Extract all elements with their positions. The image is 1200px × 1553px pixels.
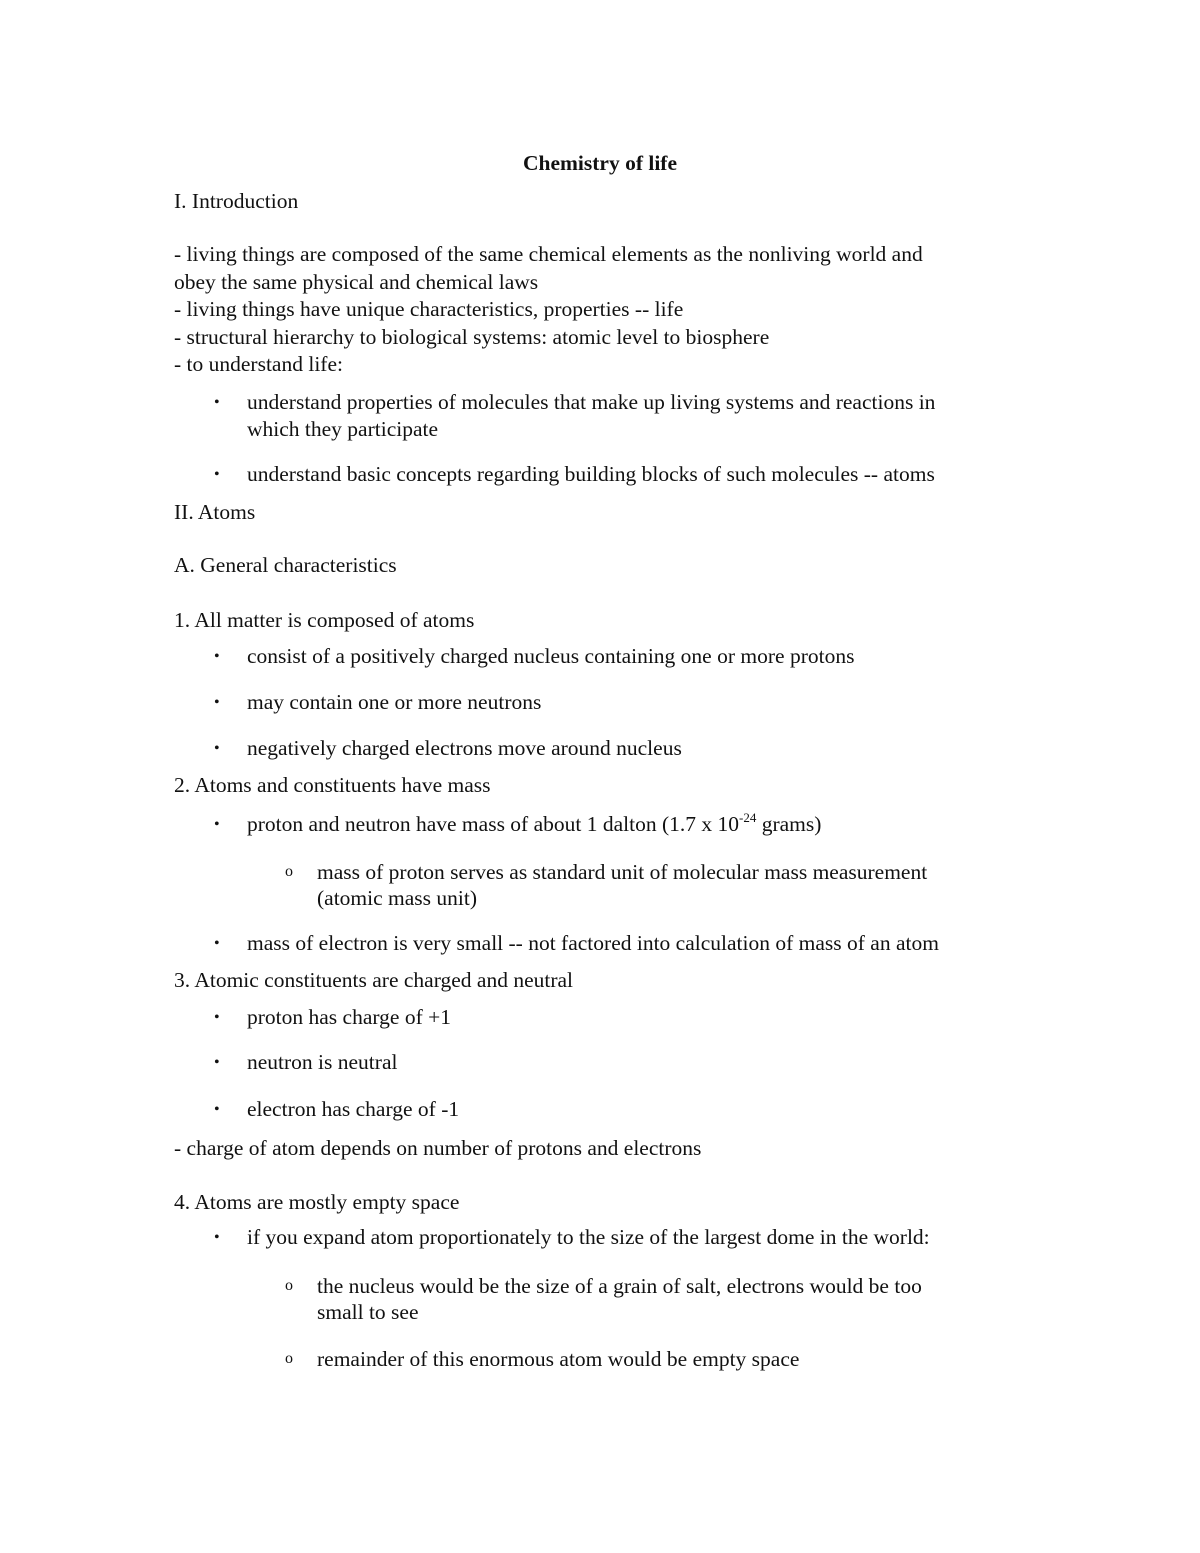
bullet-icon: • <box>214 1054 220 1071</box>
sub-bullet-text: small to see <box>317 1300 419 1324</box>
sub-bullet-icon: o <box>285 1277 293 1294</box>
bullet-text: neutron is neutral <box>247 1050 398 1074</box>
bullet-text-unit: grams) <box>756 812 822 836</box>
intro-paragraph-line: obey the same physical and chemical laws <box>174 270 539 294</box>
numbered-heading: 1. All matter is composed of atoms <box>174 608 475 632</box>
bullet-text: electron has charge of -1 <box>247 1097 460 1121</box>
intro-paragraph-line: - to understand life: <box>174 352 343 376</box>
sub-bullet-text: the nucleus would be the size of a grain of salt, electrons would be too <box>317 1274 922 1298</box>
sub-bullet-text: remainder of this enormous atom would be empty space <box>317 1347 800 1371</box>
sub-bullet-icon: o <box>285 863 293 880</box>
bullet-text: may contain one or more neutrons <box>247 690 542 714</box>
section-heading-atoms: II. Atoms <box>174 500 256 524</box>
numbered-heading: 4. Atoms are mostly empty space <box>174 1190 460 1214</box>
bullet-icon: • <box>214 694 220 711</box>
section-heading-introduction: I. Introduction <box>174 189 299 213</box>
bullet-text: understand properties of molecules that make up living systems and reactions in <box>247 390 936 414</box>
numbered-heading: 2. Atoms and constituents have mass <box>174 773 491 797</box>
bullet-text: which they participate <box>247 417 439 441</box>
sub-bullet-text: (atomic mass unit) <box>317 886 478 910</box>
bullet-icon: • <box>214 394 220 411</box>
bullet-icon: • <box>214 1101 220 1118</box>
intro-paragraph-line: - structural hierarchy to biological systems: atomic level to biosphere <box>174 325 770 349</box>
bullet-icon: • <box>214 1229 220 1246</box>
bullet-text-main: proton and neutron have mass of about 1 dalton (1.7 x 10 <box>247 812 740 836</box>
numbered-heading: 3. Atomic constituents are charged and neutral <box>174 968 574 992</box>
bullet-icon: • <box>214 935 220 952</box>
page-title: Chemistry of life <box>522 151 678 175</box>
bullet-icon: • <box>214 740 220 757</box>
bullet-icon: • <box>214 648 220 665</box>
bullet-icon: • <box>214 466 220 483</box>
bullet-text: mass of electron is very small -- not factored into calculation of mass of an atom <box>247 931 939 955</box>
sub-bullet-text: mass of proton serves as standard unit of molecular mass measurement <box>317 860 928 884</box>
bullet-text: proton has charge of +1 <box>247 1005 451 1029</box>
intro-paragraph-line: - living things have unique characteristics, properties -- life <box>174 297 684 321</box>
bullet-text: consist of a positively charged nucleus containing one or more protons <box>247 644 855 668</box>
note-line: - charge of atom depends on number of protons and electrons <box>174 1136 702 1160</box>
bullet-text: negatively charged electrons move around nucleus <box>247 736 682 760</box>
bullet-icon: • <box>214 816 220 833</box>
bullet-text: understand basic concepts regarding building blocks of such molecules -- atoms <box>247 462 935 486</box>
subsection-heading: A. General characteristics <box>174 553 397 577</box>
sub-bullet-icon: o <box>285 1350 293 1367</box>
intro-paragraph-line: - living things are composed of the same chemical elements as the nonliving world and <box>174 242 923 266</box>
bullet-text <box>247 810 822 836</box>
exponent: -24 <box>739 810 757 825</box>
bullet-text: if you expand atom proportionately to the size of the largest dome in the world: <box>247 1225 930 1249</box>
bullet-icon: • <box>214 1009 220 1026</box>
